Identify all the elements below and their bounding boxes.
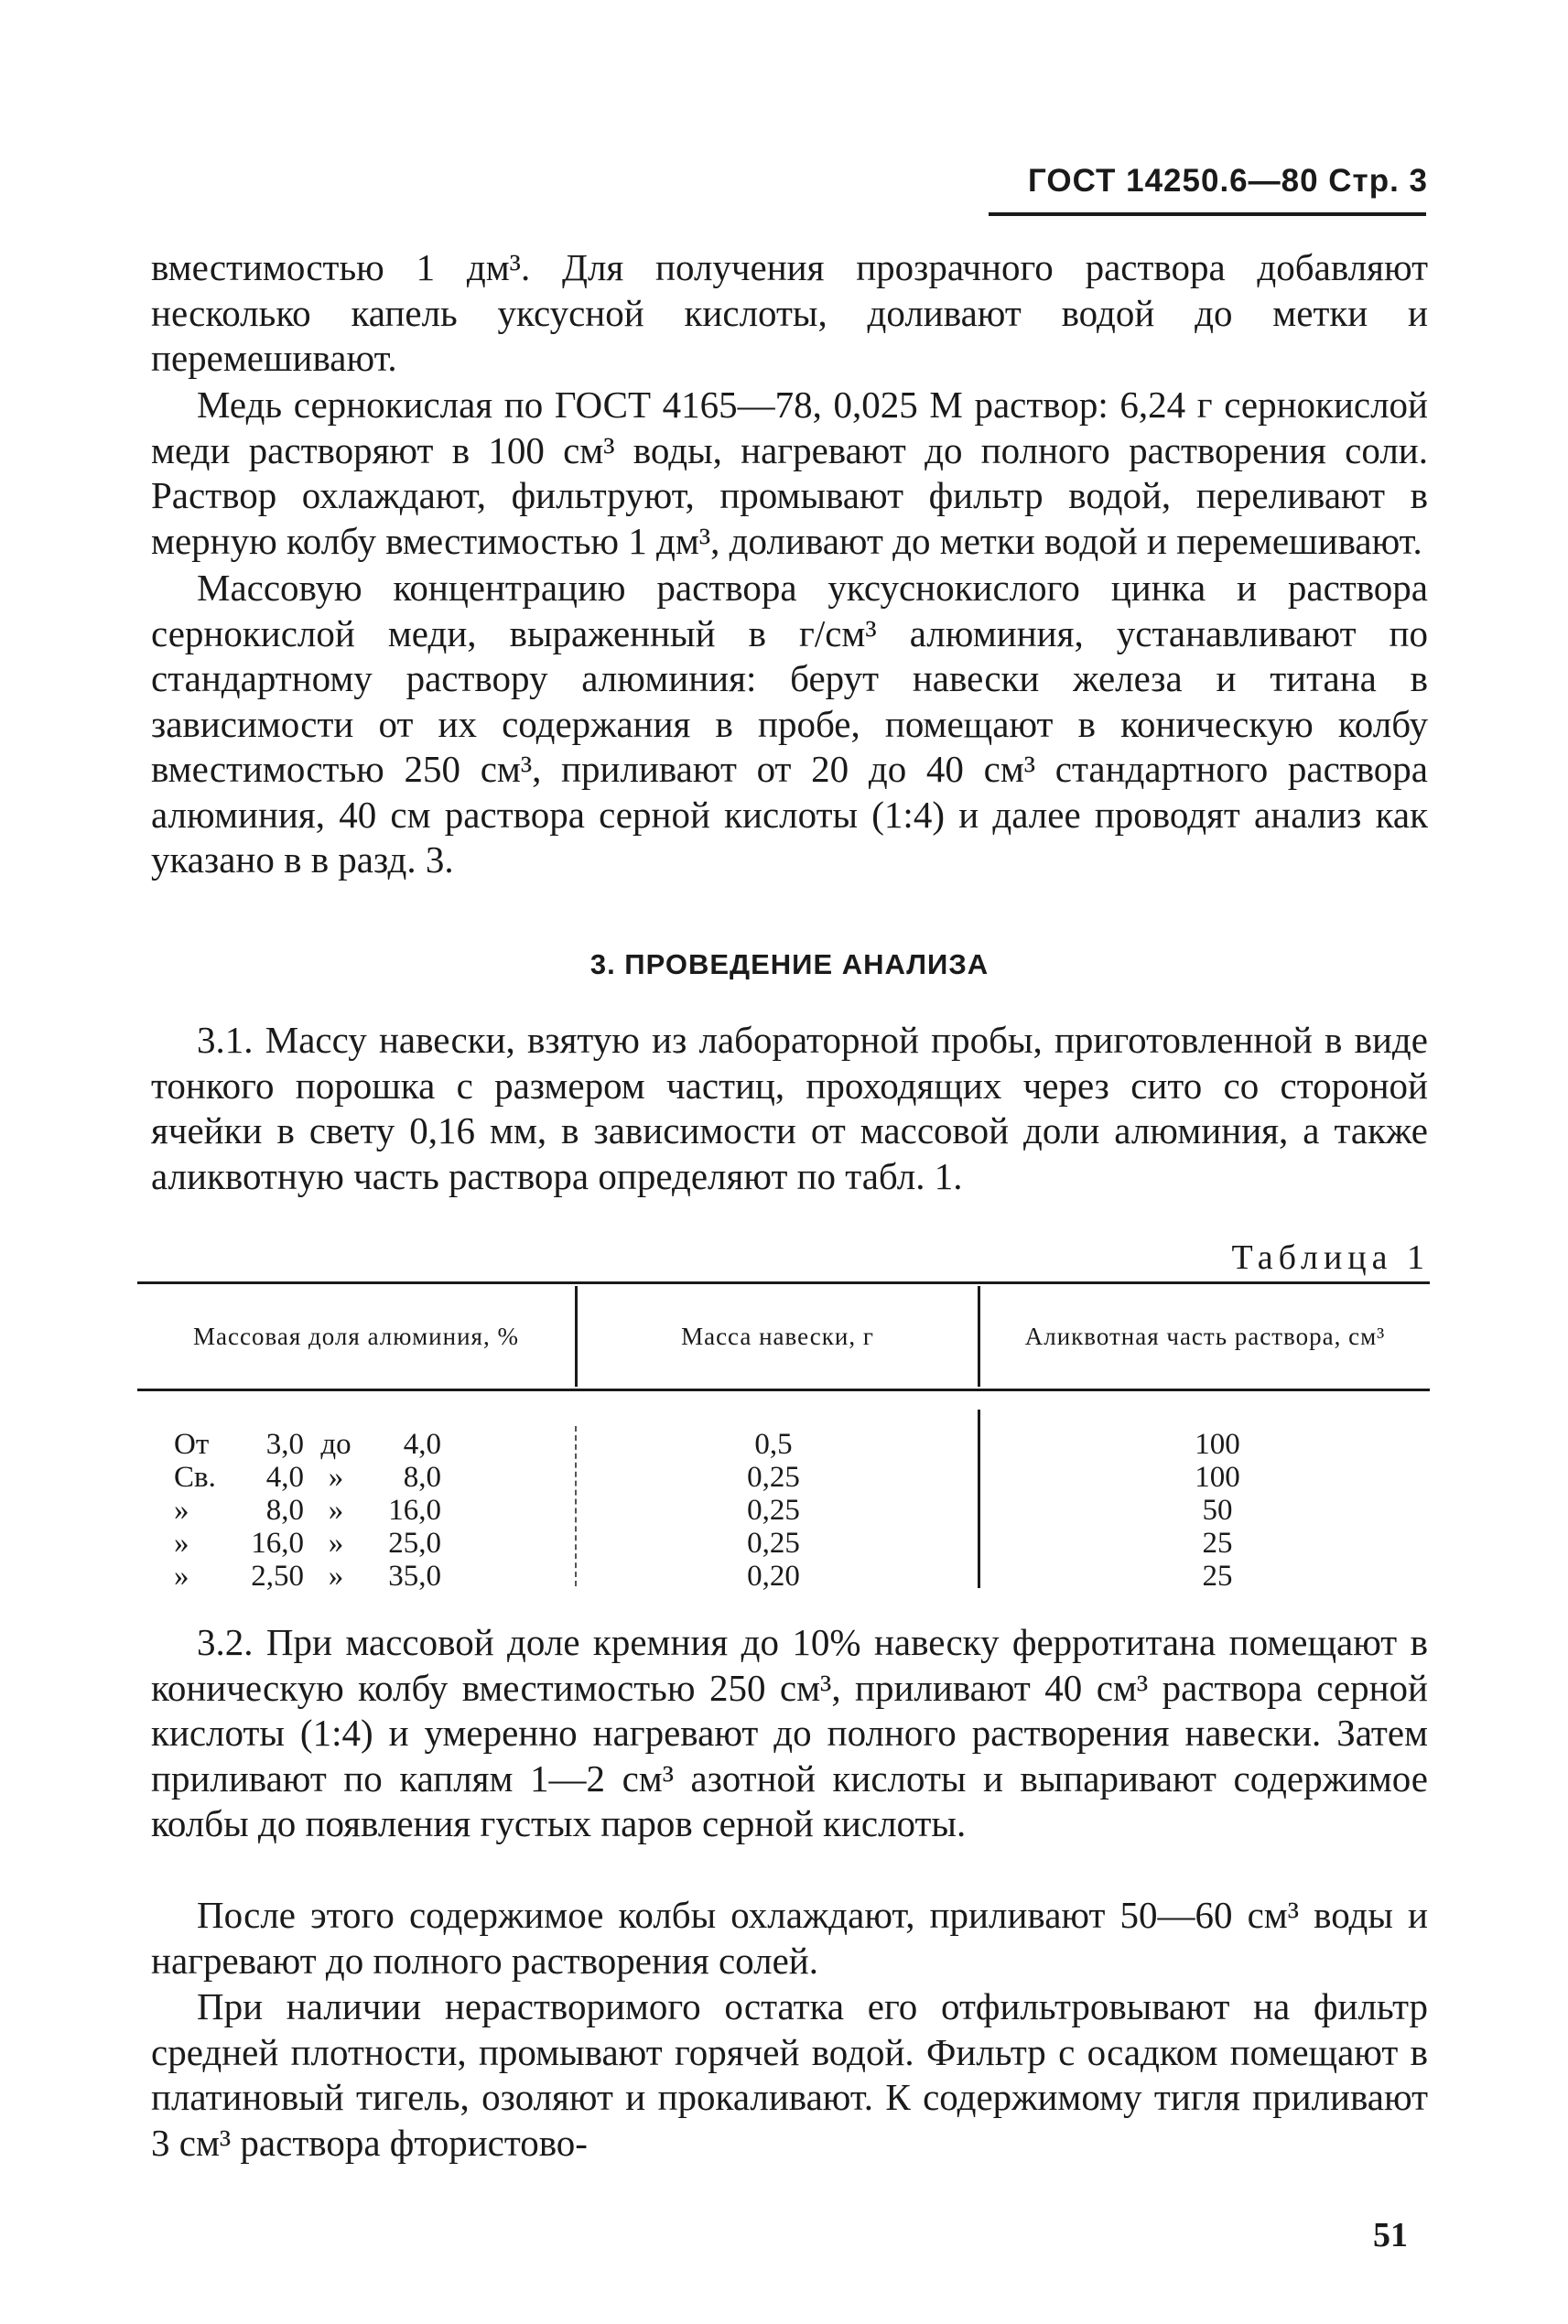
table-header-mass: Масса навески, г	[681, 1323, 874, 1350]
paragraph-7: При наличии нерастворимого остатка его отфильтровывают на фильтр средней плотности, промывают горячей водой. Фильтр с осадком помещают в платиновый тигель, озоляют и прокаливают. К содержимому тигля приливают 3 см³ раствора фтористово-	[151, 1985, 1428, 2164]
header-rule	[989, 212, 1426, 216]
table-cell: 0,25	[747, 1494, 800, 1527]
paragraph-5: 3.2. При массовой доле кремния до 10% навеску ферротитана помещают в коническую колбу вместимостью 250 см³, приливают 40 см³ раствора серной кислоты (1:4) и умеренно нагревают до полного растворения навески. Затем приливают по каплям 1—2 см³ азотной кислоты и выпаривают содержимое колбы до появления густых паров серной кислоты.	[151, 1621, 1428, 1844]
table-cell: 100	[1195, 1461, 1240, 1494]
table-cell: 100	[1195, 1428, 1240, 1461]
table-cell: 50	[1202, 1494, 1233, 1527]
table-divider-1-body	[575, 1426, 577, 1586]
table-cell: 0,25	[747, 1527, 800, 1560]
table-caption: Таблица 1	[1231, 1238, 1430, 1277]
page-header: ГОСТ 14250.6—80 Стр. 3	[1028, 163, 1428, 199]
table-row: Св. 4,0 » 8,0	[174, 1461, 441, 1494]
section-title: 3. ПРОВЕДЕНИЕ АНАЛИЗА	[589, 948, 989, 980]
table-cell: 0,20	[747, 1560, 800, 1593]
table-column-mass	[714, 1428, 833, 1593]
table-cell: 0,25	[747, 1461, 800, 1494]
paragraph-3: Массовую концентрацию раствора уксуснокислого цинка и раствора сернокислой меди, выраженный в г/см³ алюминия, устанавливают по стандартному раствору алюминия: берут навески железа и титана в зависимости от их содержания в пробе, помещают в коническую колбу вместимостью 250 см³, приливают от 20 до 40 см³ стандартного раствора алюминия, 40 см раствора серной кислоты (1:4) и далее проводят анализ как указано в в разд. 3.	[151, 567, 1428, 881]
paragraph-4: 3.1. Массу навески, взятую из лабораторной пробы, приготовленной в виде тонкого порошка с размером частиц, проходящих через сито со стороной ячейки в свету 0,16 мм, в зависимости от массовой доли алюминия, а также аликвотную часть раствора определяют по табл. 1.	[151, 1019, 1428, 1197]
table-row: » 2,50 » 35,0	[174, 1560, 441, 1593]
table-top-rule	[137, 1281, 1430, 1284]
table-header-rule	[137, 1389, 1430, 1391]
table-header-aliquot: Аликвотная часть раствора, см³	[1024, 1323, 1386, 1350]
page-number: 51	[1373, 2216, 1408, 2254]
table-divider-2-body	[978, 1410, 980, 1588]
table-cell: 25	[1202, 1527, 1233, 1560]
table-row: От 3,0 до 4,0	[174, 1428, 441, 1461]
table-cell: 0,5	[754, 1428, 793, 1461]
paragraph-1: вместимостью 1 дм³. Для получения прозрачного раствора добавляют несколько капель уксусной кислоты, доливают водой до метки и перемешивают.	[151, 246, 1428, 379]
table-cell: 25	[1202, 1560, 1233, 1593]
table-header-content: Массовая доля алюминия, %	[193, 1323, 519, 1350]
table-row: » 16,0 » 25,0	[174, 1527, 441, 1560]
table-column-aliquot	[1162, 1428, 1272, 1593]
paragraph-6: После этого содержимое колбы охлаждают, приливают 50—60 см³ воды и нагревают до полного растворения солей.	[151, 1894, 1428, 1982]
paragraph-2: Медь сернокислая по ГОСТ 4165—78, 0,025 М раствор: 6,24 г сернокислой меди растворяют в 100 см³ воды, нагревают до полного растворения соли. Раствор охлаждают, фильтруют, промывают фильтр водой, переливают в мерную колбу вместимостью 1 дм³, доливают до метки водой и перемешивают.	[151, 384, 1428, 562]
table-row: » 8,0 » 16,0	[174, 1494, 441, 1527]
table-column-content	[174, 1428, 441, 1593]
